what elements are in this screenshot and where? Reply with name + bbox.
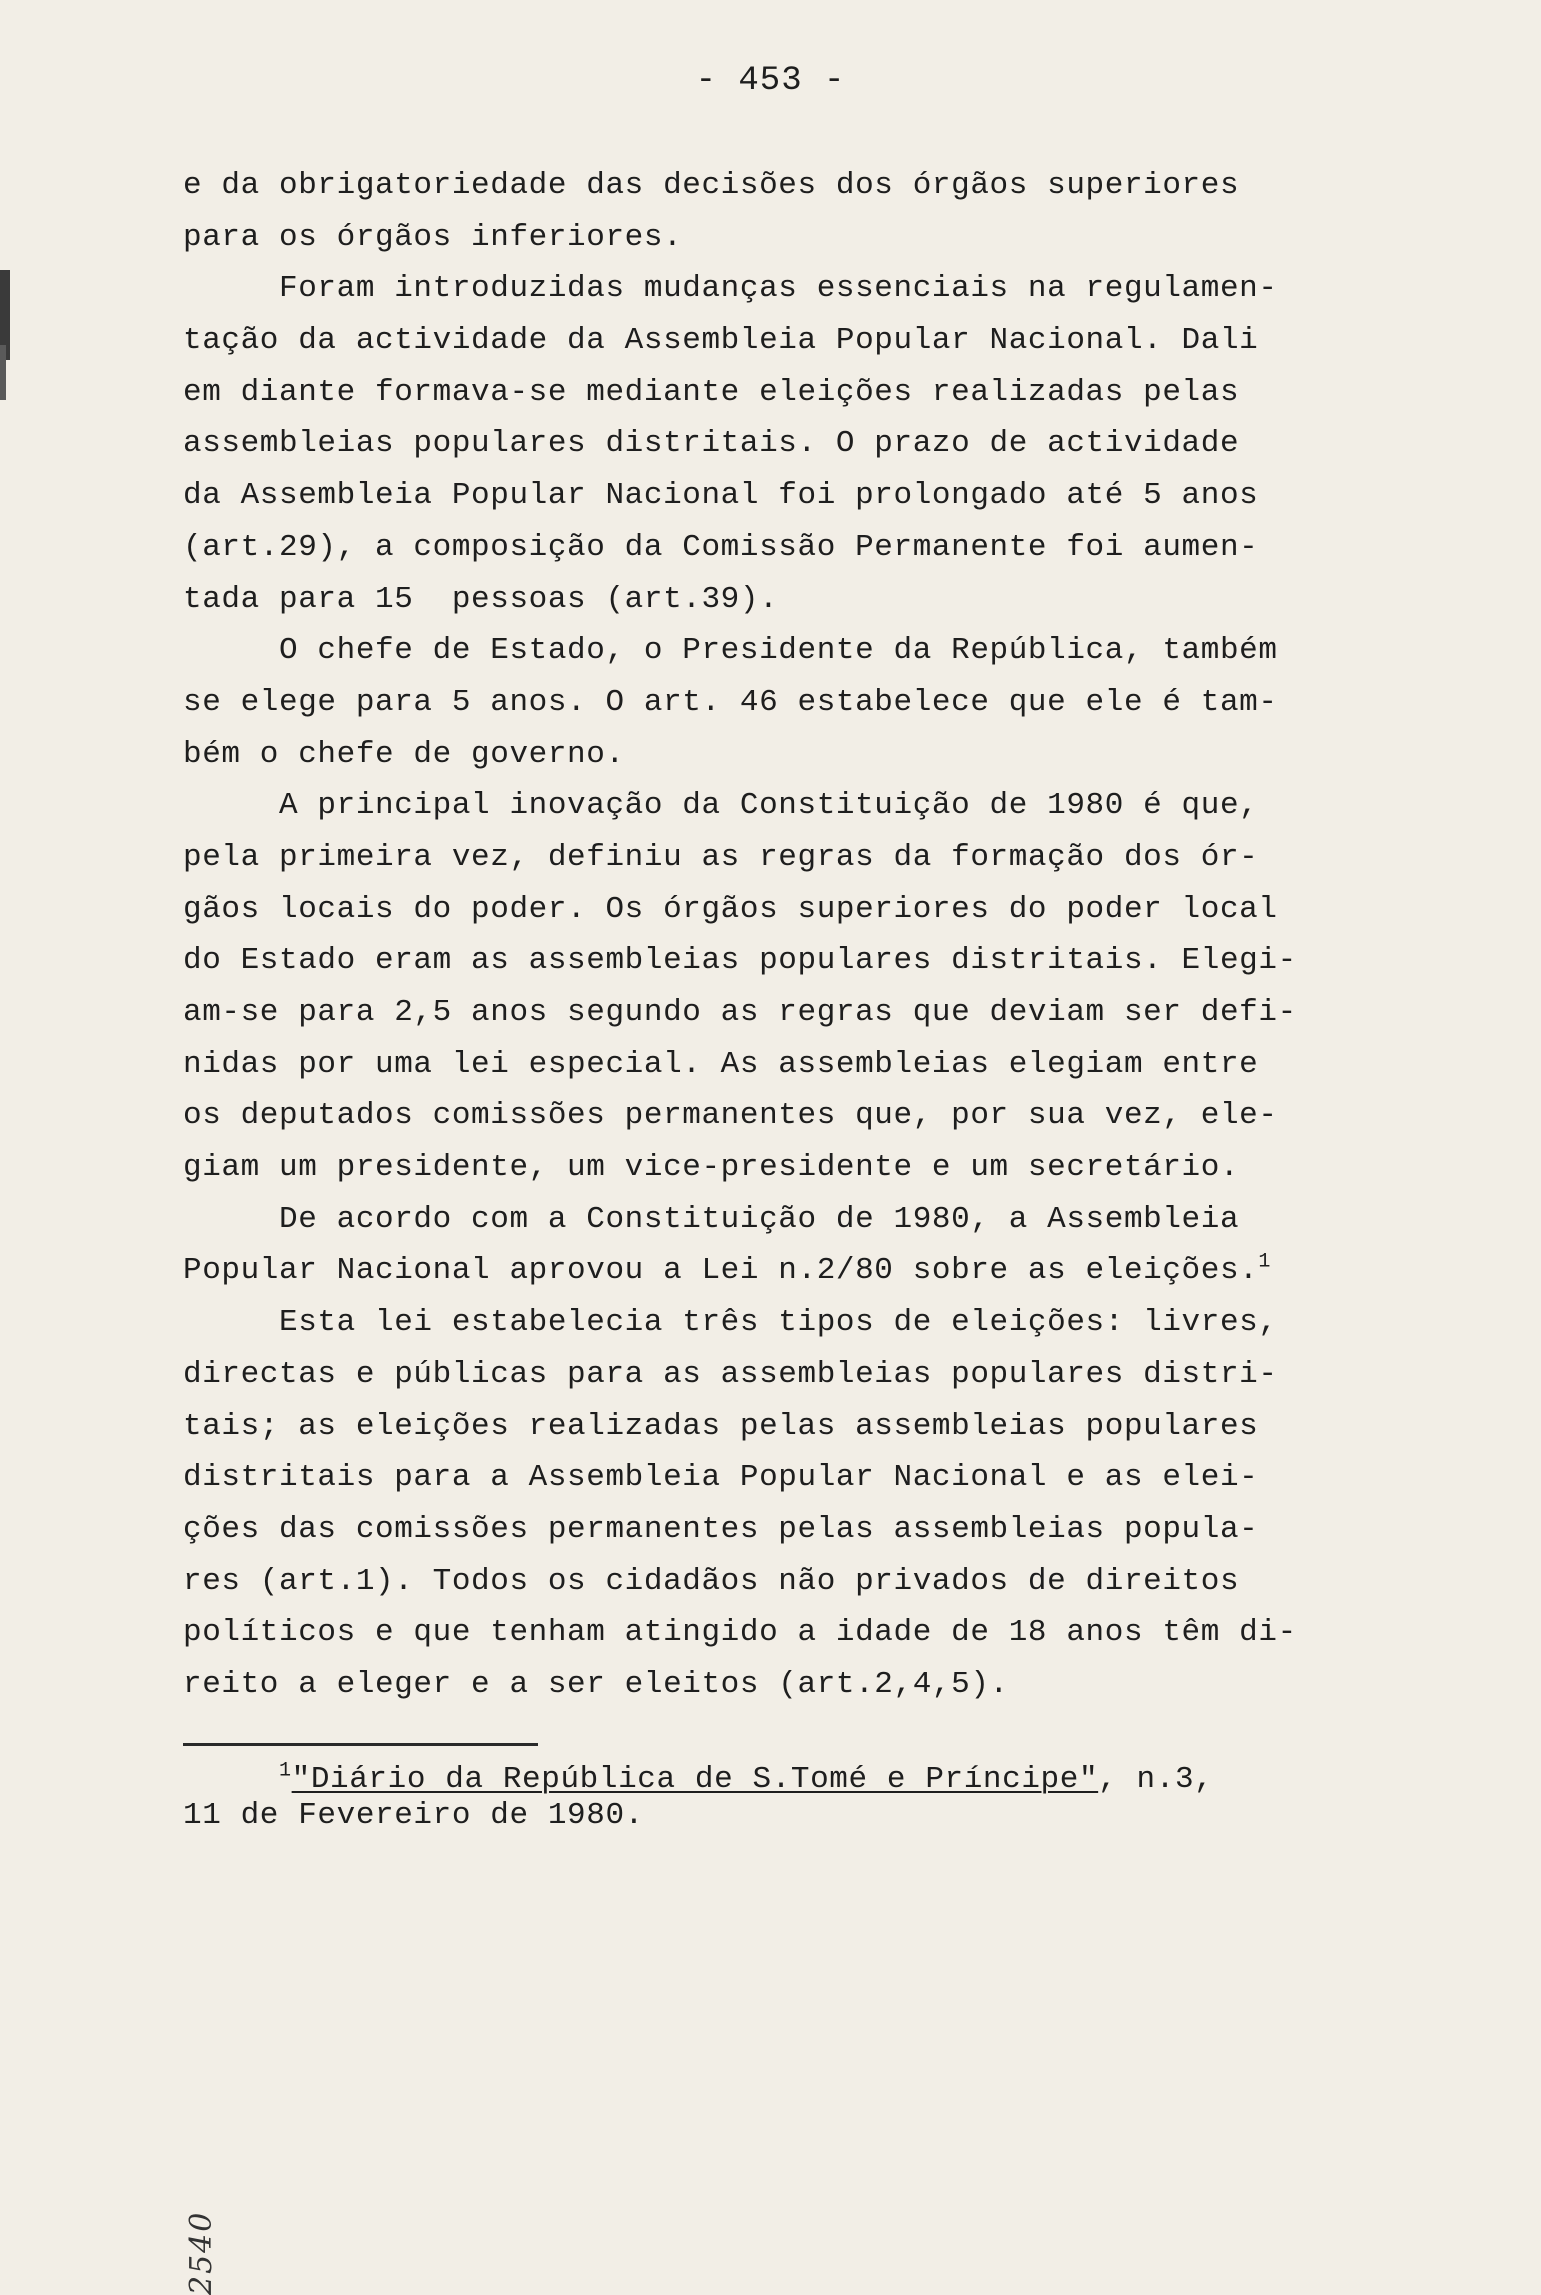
text-line: ções das comissões permanentes pelas assembleias popula- — [183, 1511, 1259, 1547]
text-line: Esta lei estabelecia três tipos de eleições: livres, — [183, 1305, 1278, 1341]
text-line: Foram introduzidas mudanças essenciais na regulamen- — [183, 271, 1278, 307]
text-line: assembleias populares distritais. O prazo de actividade — [183, 426, 1240, 462]
text-line: os deputados comissões permanentes que, por sua vez, ele- — [183, 1098, 1278, 1134]
text-line: e da obrigatoriedade das decisões dos órgãos superiores — [183, 168, 1240, 203]
text-line: De acordo com a Constituição de 1980, a Assembleia — [183, 1201, 1240, 1237]
text-line: tais; as eleições realizadas pelas assembleias populares — [183, 1408, 1259, 1444]
text-line: tada para 15 pessoas (art.39). — [183, 581, 779, 617]
footnote-marker: 1 — [279, 1759, 292, 1783]
text-line: (art.29), a composição da Comissão Permanente foi aumen- — [183, 529, 1259, 565]
text-line: am-se para 2,5 anos segundo as regras que deviam ser defi- — [183, 995, 1297, 1030]
footnote-separator — [183, 1743, 538, 1746]
text-line: distritais para a Assembleia Popular Nacional e as elei- — [183, 1460, 1259, 1496]
text-line: em diante formava-se mediante eleições realizadas pelas — [183, 374, 1240, 410]
text-line: tação da actividade da Assembleia Popular Nacional. Dali — [183, 323, 1259, 359]
text-line: gãos locais do poder. Os órgãos superiores do poder local — [183, 891, 1278, 927]
text-line: O chefe de Estado, o Presidente da República, também — [183, 633, 1278, 669]
text-line: da Assembleia Popular Nacional foi prolongado até 5 anos — [183, 478, 1259, 514]
margin-handwritten-note: 2540 — [184, 2210, 219, 2295]
text-line: do Estado eram as assembleias populares distritais. Elegi- — [183, 943, 1297, 979]
text-line: directas e públicas para as assembleias populares distri- — [183, 1356, 1278, 1392]
text-line: reito a eleger e a ser eleitos (art.2,4,5). — [183, 1666, 1009, 1702]
footnote-issue: , n.3, — [1098, 1762, 1214, 1797]
footnote-indent — [183, 1762, 279, 1797]
text-line: A principal inovação da Constituição de 1980 é que, — [183, 788, 1259, 824]
text-line-with-footnote-ref — [183, 1245, 1393, 1297]
footnote-line-1 — [183, 1759, 1393, 1798]
text-line: nidas por uma lei especial. As assembleias elegiam entre — [183, 1046, 1259, 1082]
text-line: bém o chefe de governo. — [183, 736, 625, 772]
text-line: políticos e que tenham atingido a idade de 18 anos têm di- — [183, 1615, 1297, 1651]
footnote-line-2: 11 de Fevereiro de 1980. — [183, 1798, 644, 1833]
text-line: se elege para 5 anos. O art. 46 estabelece que ele é tam- — [183, 684, 1278, 720]
text-line: para os órgãos inferiores. — [183, 219, 683, 255]
footnote-reference: 1 — [1258, 1251, 1271, 1275]
text-line: pela primeira vez, definiu as regras da formação dos ór- — [183, 839, 1259, 875]
text-line: res (art.1). Todos os cidadãos não privados de direitos — [183, 1563, 1240, 1599]
text-line: giam um presidente, um vice-presidente e um secretário. — [183, 1150, 1240, 1186]
text-line: Popular Nacional aprovou a Lei n.2/80 sobre as eleições. — [183, 1253, 1259, 1289]
page-number: - 453 - — [695, 62, 846, 100]
footnote — [183, 1759, 1393, 1834]
body-text — [183, 160, 1393, 1711]
scan-edge-mark — [0, 345, 6, 400]
footnote-source-title: "Diário da República de S.Tomé e Príncipe" — [291, 1762, 1099, 1797]
